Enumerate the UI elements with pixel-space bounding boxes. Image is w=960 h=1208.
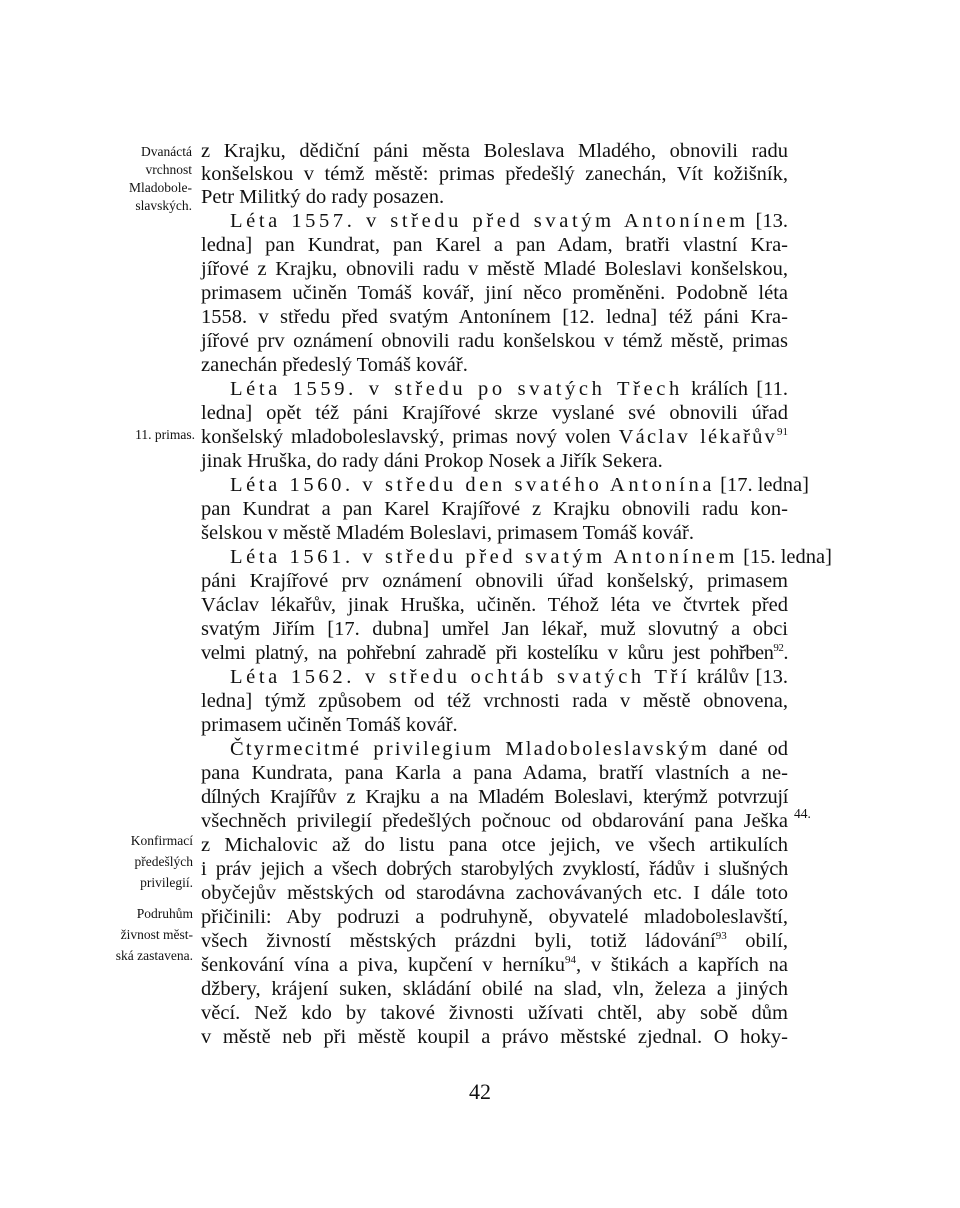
text-line xyxy=(230,473,809,497)
margin-note-line: Dvanáctá xyxy=(141,144,192,159)
margin-note-line: Konfirmací xyxy=(130,833,193,848)
text-line xyxy=(230,665,788,689)
text-run: velmi platný, na pohřební zahradě při kostelíku v kůru jest pohřben xyxy=(201,642,774,664)
text-run: králův [13. xyxy=(690,666,788,688)
text-run: [15. ledna] xyxy=(738,546,832,568)
text-line: v městě neb při městě koupil a právo městské zjednal. O hoky- xyxy=(201,1026,788,1048)
text-line: primasem učiněn Tomáš kovář, jiní něco proměněni. Podobně léta xyxy=(201,282,788,304)
text-line: i práv jejich a všech dobrých starobylých zvyklostí, řádův i slušných xyxy=(201,858,788,880)
text-line: Petr Militký do rady posazen. xyxy=(201,186,445,208)
text-run: , v štikách a kapřích na xyxy=(576,954,788,976)
text-line: přičinili: Aby podruzi a podruhyně, obyvatelé mladoboleslavští, xyxy=(201,906,788,928)
text-line: z Michalovic až do listu pana otce jejich, ve všech artikulích xyxy=(201,834,788,856)
spaced-heading: Léta 1557. v středu před svatým Antonínem xyxy=(230,210,749,232)
spaced-name: Václav lékařův xyxy=(618,426,778,448)
spaced-heading: Léta 1559. v středu po svatých Třech xyxy=(230,378,683,400)
text-line: pan Kundrat a pan Karel Krajířové z Krajku obnovili radu kon- xyxy=(201,498,788,520)
text-line: ledna] týmž způsobem od též vrchnosti rada v městě obnovena, xyxy=(201,690,788,712)
text-line: šelskou v městě Mladém Boleslavi, primasem Tomáš kovář. xyxy=(201,522,694,544)
text-line: džbery, krájení suken, skládání obilé na slad, vln, železa a jiných xyxy=(201,978,788,1000)
margin-note-line: ská zastavena. xyxy=(115,948,193,963)
margin-note-right-number: 44. xyxy=(794,806,811,821)
text-line: konšelskou v témž městě: primas předešlý zanechán, Vít kožišník, xyxy=(201,163,788,185)
margin-note-line: vrchnost xyxy=(145,162,192,177)
text-line xyxy=(201,425,788,449)
margin-note-podruhum xyxy=(116,903,193,966)
footnote-ref: 94 xyxy=(565,954,577,966)
text-run: králích [11. xyxy=(682,378,788,400)
text-line: ledna] pan Kundrat, pan Karel a pan Adam, bratři vlastní Kra- xyxy=(201,234,788,256)
text-run: [13. xyxy=(748,210,788,232)
footnote-ref: 91 xyxy=(777,426,789,438)
footnote-ref: 92 xyxy=(773,642,784,654)
text-line: primasem učiněn Tomáš kovář. xyxy=(201,714,458,736)
text-line xyxy=(201,641,788,665)
text-line xyxy=(230,737,788,761)
margin-note-line: 11. primas. xyxy=(135,427,195,442)
spaced-heading: Čtyrmecitmé privilegium Mladoboleslavským xyxy=(230,738,709,760)
text-line xyxy=(201,953,788,977)
text-run: obilí, xyxy=(726,930,788,952)
text-line: z Krajku, dědiční páni města Boleslava Mladého, obnovili radu xyxy=(201,140,788,162)
page-number: 42 xyxy=(469,1079,491,1104)
margin-note-line: živnost měst- xyxy=(120,927,193,942)
text-line: pana Kundrata, pana Karla a pana Adama, bratří vlastních a ne- xyxy=(201,762,788,784)
margin-note-primas xyxy=(135,426,195,444)
margin-note-line: Podruhům xyxy=(136,906,193,921)
text-line: svatým Jiřím [17. dubna] umřel Jan lékař, muž slovutný a obci xyxy=(201,618,788,640)
margin-note-line: privilegií. xyxy=(140,875,193,890)
text-run: [17. ledna] xyxy=(715,474,809,496)
spaced-heading: Léta 1560. v středu den svatého Antonína xyxy=(230,474,716,496)
text-line: všechněch privilegií předešlých počnouc od obdarování pana Ješka xyxy=(201,810,788,832)
text-line: jířové z Krajku, obnovili radu v městě Mladé Boleslavi konšelskou, xyxy=(201,258,788,280)
text-line xyxy=(201,929,788,953)
text-line: jinak Hruška, do rady dáni Prokop Nosek a Jiřík Sekera. xyxy=(201,450,663,472)
margin-note-dvanacta xyxy=(129,143,192,215)
text-line: dílných Krajířův z Krajku a na Mladém Boleslavi, kterýmž potvrzují xyxy=(201,786,788,808)
spaced-heading: Léta 1561. v středu před svatým Antonínem xyxy=(230,546,738,568)
text-run: všech živností městských prázdni byli, totiž ládování xyxy=(201,930,716,952)
text-run: konšelský mladoboleslavský, primas nový volen xyxy=(201,426,619,448)
spaced-heading: Léta 1562. v středu ochtáb svatých Tří xyxy=(230,666,691,688)
text-line xyxy=(230,209,788,233)
margin-note-konfirmaci xyxy=(131,830,193,893)
text-line: jířové prv oznámení obnovili radu konšelskou v témž městě, primas xyxy=(201,330,788,352)
text-run: šenkování vína a piva, kupčení v herníku xyxy=(201,954,566,976)
text-line: 1558. v středu před svatým Antonínem [12. ledna] též páni Kra- xyxy=(201,306,788,328)
text-line: věcí. Než kdo by takové živnosti užívati chtěl, aby sobě dům xyxy=(201,1002,788,1024)
footnote-ref: 93 xyxy=(715,930,727,942)
text-line: ledna] opět též páni Krajířové skrze vyslané své obnovili úřad xyxy=(201,402,788,424)
text-run: dané od xyxy=(708,738,788,760)
margin-note-line: Mladobole- xyxy=(129,180,192,195)
text-line: zanechán předeslý Tomáš kovář. xyxy=(201,354,468,376)
text-line xyxy=(230,545,832,569)
text-run: . xyxy=(783,642,788,664)
text-line: obyčejův městských od starodávna zachovávaných etc. I dále toto xyxy=(201,882,788,904)
text-line: Václav lékařův, jinak Hruška, učiněn. Téhož léta ve čtvrtek před xyxy=(201,594,788,616)
margin-note-line: předešlých xyxy=(134,854,193,869)
text-line xyxy=(230,377,788,401)
margin-note-line: slavských. xyxy=(135,198,192,213)
text-line: páni Krajířové prv oznámení obnovili úřad konšelský, primasem xyxy=(201,570,788,592)
